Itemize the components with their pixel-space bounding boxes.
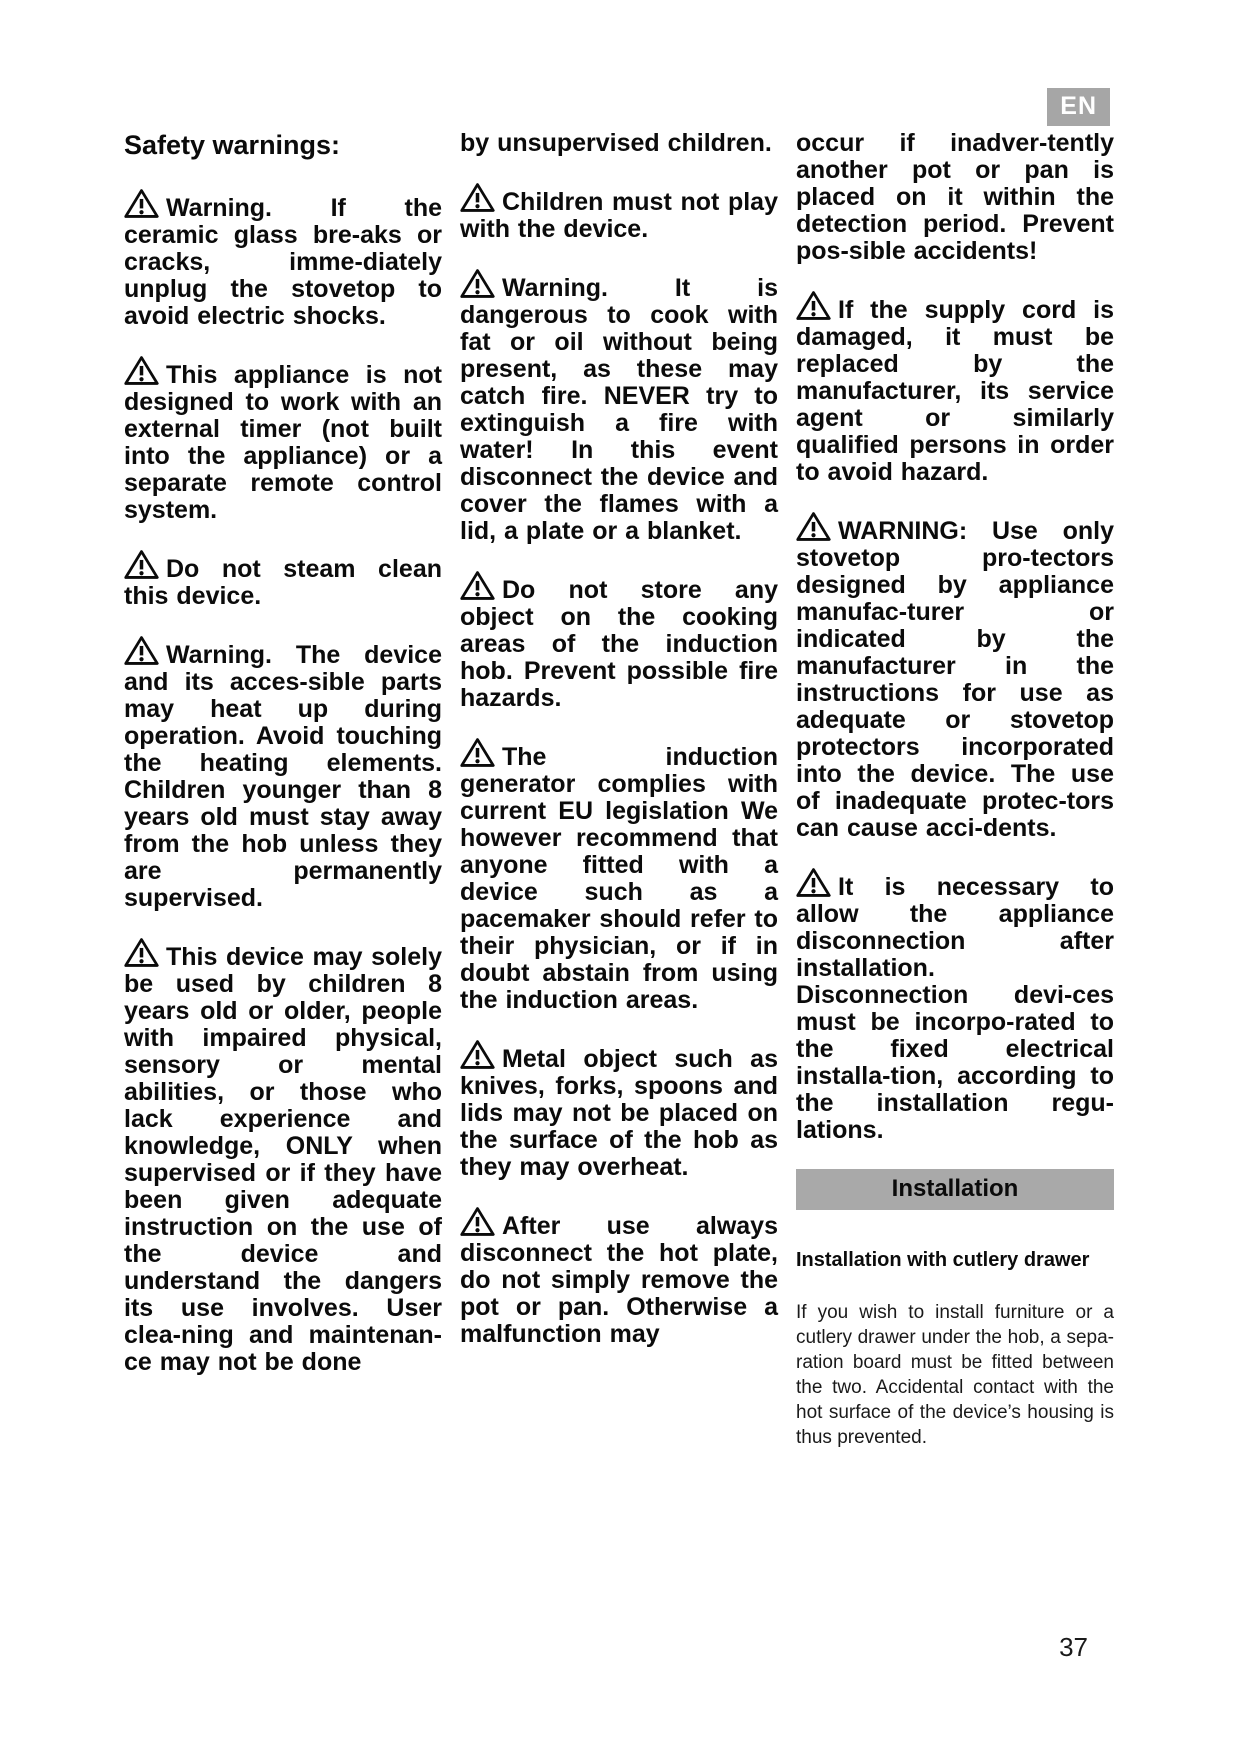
paragraph-text: After use always disconnect the hot plate, do not simply remove the pot or pan. Otherwise a malfunction may (460, 1212, 778, 1348)
warning-paragraph (460, 268, 778, 545)
warning-paragraph (796, 290, 1114, 486)
paragraph-text: Warning. The device and its acces-sible parts may heat up during operation. Avoid touching the heating elements. Children younger than 8 years old must stay away from the hob unless they are permanently supervised. (124, 641, 442, 912)
warning-icon (124, 549, 159, 580)
column-left (124, 130, 442, 1450)
warning-icon (460, 737, 495, 768)
text-paragraph (796, 130, 1114, 265)
paragraph-text: Warning. If the ceramic glass bre-aks or cracks, imme-diately unplug the stovetop to avoid electric shocks. (124, 194, 442, 330)
paragraph-text: It is necessary to allow the appliance disconnection after installation. Disconnection devi-ces must be incorpo-rated to the fixed electrical installa-tion, according to the installation regu-lations. (796, 873, 1114, 1144)
warning-paragraph (460, 182, 778, 243)
warning-icon (124, 355, 159, 386)
paragraph-text: by unsupervised children. (460, 129, 772, 157)
paragraph-text: Children must not play with the device. (460, 188, 778, 243)
section-title (124, 130, 442, 160)
warning-paragraph (124, 549, 442, 610)
paragraph-text: Do not store any object on the cooking areas of the induction hob. Prevent possible fire hazards. (460, 576, 778, 712)
warning-icon (124, 937, 159, 968)
paragraph-text: The induction generator complies with current EU legislation We however recommend that anyone fitted with a device such as a pacemaker should refer to their physician, or if in doubt abstain from using the induction areas. (460, 743, 778, 1014)
paragraph-text: If you wish to install furniture or a cutlery drawer under the hob, a sepa-ration board must be fitted between the two. Accidental contact with the hot surface of the device’s housing is thus prevented. (796, 1302, 1114, 1448)
warning-icon (796, 511, 831, 542)
paragraph-text: Do not steam clean this device. (124, 555, 442, 610)
warning-icon (460, 182, 495, 213)
warning-icon (124, 188, 159, 219)
warning-paragraph (124, 188, 442, 330)
installation-body (796, 1300, 1114, 1450)
paragraph-text: Warning. It is dangerous to cook with fat or oil without being present, as these may catch fire. NEVER try to extinguish a fire with water! In this event disconnect the device and cover the flames with a lid, a plate or a blanket. (460, 274, 778, 545)
paragraph-text: WARNING: Use only stovetop pro-tectors designed by appliance manufac-turer or indicated by the manufacturer in the instructions for use as adequate or stovetop protectors incorporated into the device. The use of inadequate protec-tors can cause acci-dents. (796, 517, 1114, 842)
warning-paragraph (460, 570, 778, 712)
warning-paragraph (796, 511, 1114, 842)
paragraph-text: Installation with cutlery drawer (796, 1249, 1090, 1271)
installation-section-header (796, 1169, 1114, 1210)
warning-icon (796, 867, 831, 898)
warning-paragraph (460, 737, 778, 1014)
installation-subheading (796, 1248, 1114, 1272)
paragraph-text: occur if inadver-tently another pot or pan is placed on it within the detection period. Prevent pos-sible accidents! (796, 129, 1114, 265)
paragraph-text: If the supply cord is damaged, it must be replaced by the manufacturer, its service agent or similarly qualified persons in order to avoid hazard. (796, 296, 1114, 486)
warning-paragraph (796, 867, 1114, 1144)
warning-paragraph (124, 355, 442, 524)
warning-icon (460, 1206, 495, 1237)
paragraph-text: Installation (891, 1175, 1019, 1202)
warning-icon (460, 1039, 495, 1070)
warning-paragraph (460, 1039, 778, 1181)
paragraph-text: This device may solely be used by children 8 years old or older, people with impaired physical, sensory or mental abilities, or those who lack experience and knowledge, ONLY when supervised or if they have been given adequate instruction on the use of the device and understand the dangers its use involves. User clea-ning and maintenan-ce may not be done (124, 943, 442, 1376)
paragraph-text: Safety warnings: (124, 130, 341, 160)
column-middle (460, 130, 778, 1450)
warning-paragraph (460, 1206, 778, 1348)
text-paragraph (460, 130, 778, 157)
content-columns (124, 130, 1116, 1450)
column-right (796, 130, 1114, 1450)
warning-icon (124, 635, 159, 666)
warning-paragraph (124, 937, 442, 1376)
paragraph-text: This appliance is not designed to work with an external timer (not built into the appliance) or a separate remote control system. (124, 361, 442, 524)
warning-icon (460, 268, 495, 299)
warning-icon (796, 290, 831, 321)
page-number: 37 (1059, 1632, 1088, 1662)
language-badge: EN (1047, 88, 1110, 126)
paragraph-text: Metal object such as knives, forks, spoons and lids may not be placed on the surface of the hob as they may overheat. (460, 1045, 778, 1181)
warning-icon (460, 570, 495, 601)
warning-paragraph (124, 635, 442, 912)
